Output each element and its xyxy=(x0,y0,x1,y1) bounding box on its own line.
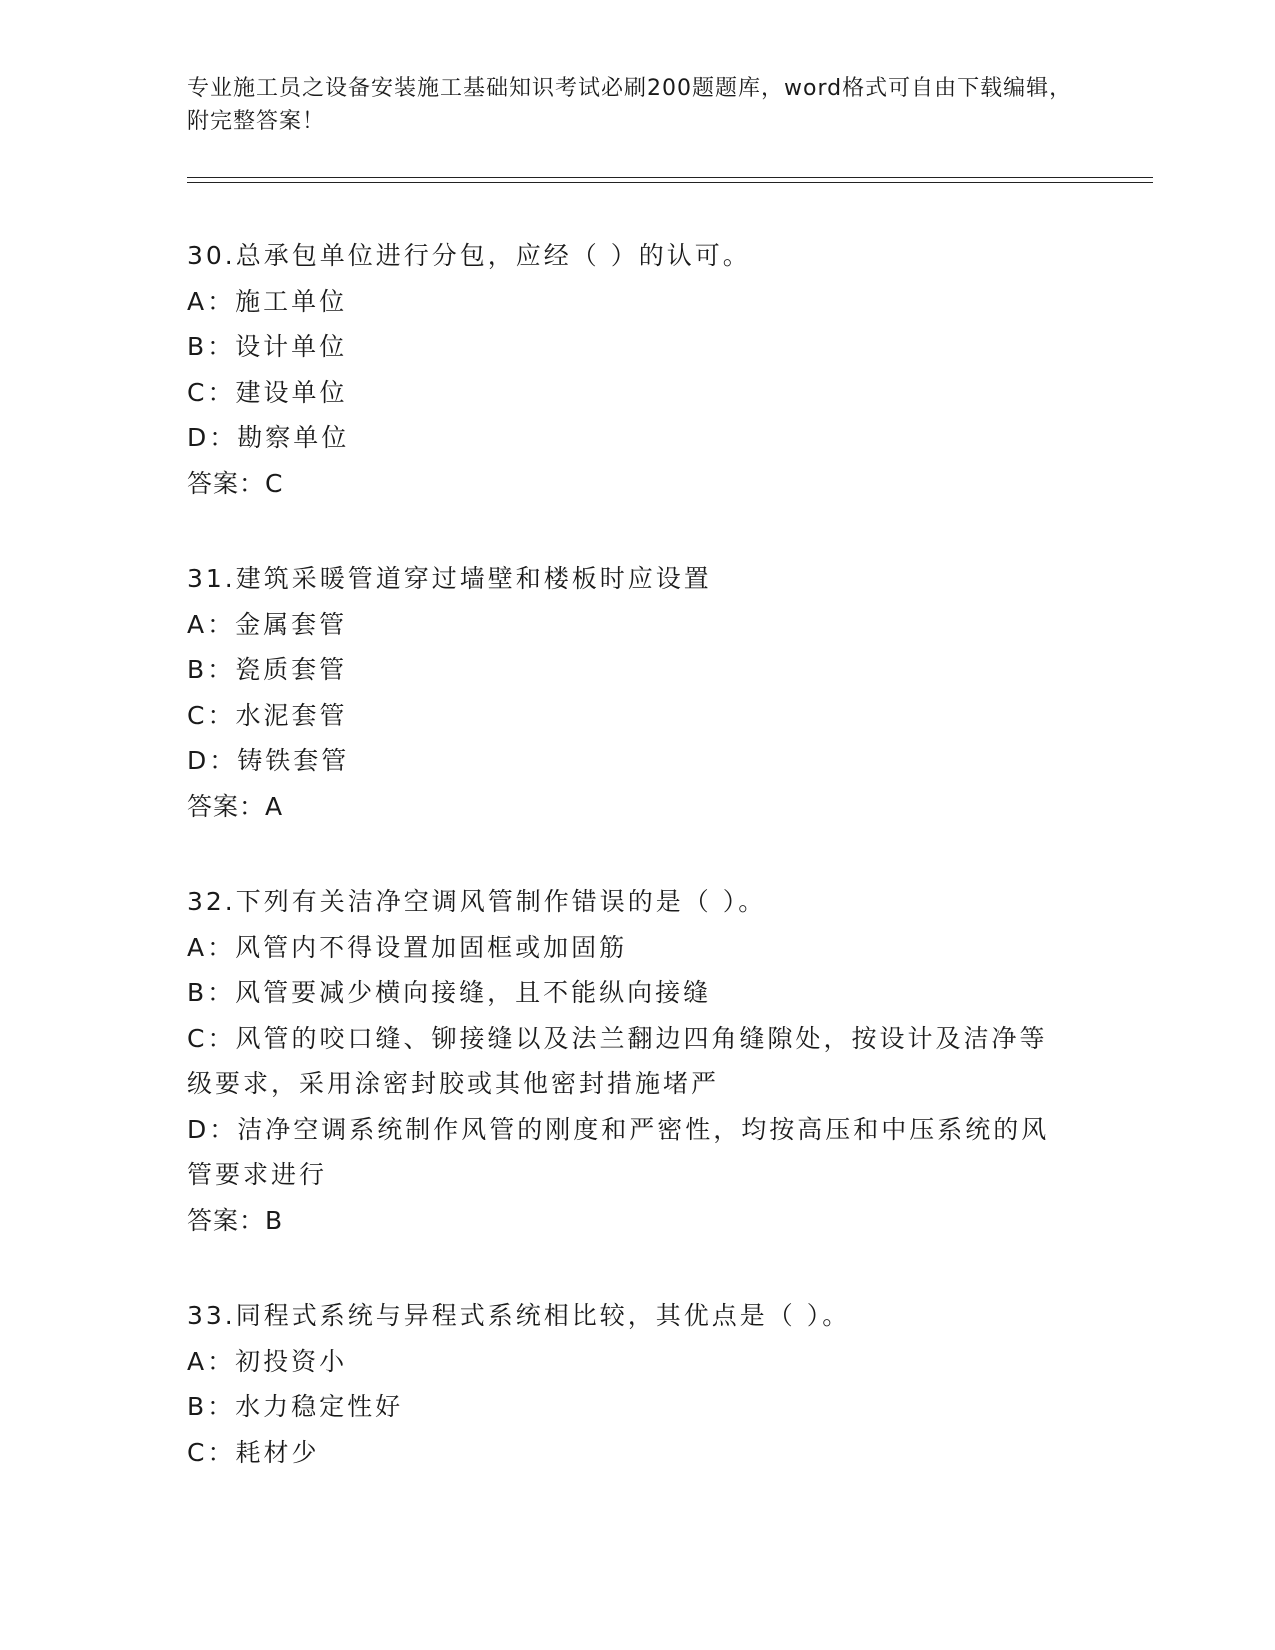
option-key: D： xyxy=(187,1114,238,1144)
option-text: 水泥套管 xyxy=(235,700,348,730)
question-list xyxy=(187,233,1087,1525)
option-text: 铸铁套管 xyxy=(237,746,350,775)
question-33 xyxy=(187,1293,1087,1475)
option-text: 风管的咬口缝、铆接缝以及法兰翻边四角缝隙处，按设计及洁净等级要求，采用涂密封胶或其他密封措施堵严 xyxy=(187,1023,1048,1098)
option-text: 初投资小 xyxy=(235,1346,348,1376)
option-text: 金属套管 xyxy=(235,609,348,639)
option-key: C： xyxy=(187,1023,236,1053)
option-a xyxy=(187,925,1087,971)
option-key: C： xyxy=(187,377,236,407)
option-text: 施工单位 xyxy=(235,286,348,316)
question-stem: 31.建筑采暖管道穿过墙壁和楼板时应设置 xyxy=(187,564,712,593)
option-b xyxy=(187,324,1087,370)
option-key: D： xyxy=(187,746,238,775)
document-header: 专业施工员之设备安装施工基础知识考试必刷200题题库，word格式可自由下载编辑，附完整答案！ xyxy=(187,76,1073,134)
option-text: 风管内不得设置加固框或加固筋 xyxy=(235,932,628,962)
option-key: A： xyxy=(187,286,236,316)
header-divider-bottom xyxy=(187,182,1153,183)
option-text: 瓷质套管 xyxy=(235,655,348,684)
option-key: C： xyxy=(187,1437,236,1467)
question-stem: 32.下列有关洁净空调风管制作错误的是（ ）。 xyxy=(187,887,767,916)
option-d xyxy=(187,1107,1072,1198)
answer-line: 答案：A xyxy=(187,791,284,821)
option-text: 勘察单位 xyxy=(237,423,350,452)
option-key: C： xyxy=(187,700,236,730)
header-divider-top xyxy=(187,177,1153,178)
question-stem: 33.同程式系统与异程式系统相比较，其优点是（ ）。 xyxy=(187,1301,851,1330)
option-text: 洁净空调系统制作风管的刚度和严密性，均按高压和中压系统的风管要求进行 xyxy=(187,1114,1050,1189)
answer-line: 答案：B xyxy=(187,1205,284,1235)
option-text: 风管要减少横向接缝，且不能纵向接缝 xyxy=(235,978,712,1007)
option-text: 建设单位 xyxy=(235,377,348,407)
option-key: D： xyxy=(187,423,238,452)
option-key: A： xyxy=(187,1346,236,1376)
option-c xyxy=(187,693,1087,739)
option-key: B： xyxy=(187,1392,236,1421)
option-key: B： xyxy=(187,978,236,1007)
option-b xyxy=(187,970,1087,1016)
option-c xyxy=(187,370,1087,416)
question-30 xyxy=(187,233,1087,506)
option-key: B： xyxy=(187,332,236,361)
option-key: A： xyxy=(187,609,236,639)
question-31 xyxy=(187,556,1087,829)
question-stem: 30.总承包单位进行分包，应经（ ）的认可。 xyxy=(187,241,751,270)
option-text: 设计单位 xyxy=(235,332,348,361)
option-d xyxy=(187,738,1087,784)
option-c xyxy=(187,1430,1087,1476)
option-a xyxy=(187,1339,1087,1385)
option-a xyxy=(187,279,1087,325)
option-d xyxy=(187,415,1087,461)
question-32 xyxy=(187,879,1087,1243)
option-c xyxy=(187,1016,1072,1107)
option-text: 耗材少 xyxy=(235,1437,320,1467)
option-a xyxy=(187,602,1087,648)
option-text: 水力稳定性好 xyxy=(235,1392,404,1421)
option-b xyxy=(187,647,1087,693)
option-key: B： xyxy=(187,655,236,684)
answer-line: 答案：C xyxy=(187,468,284,498)
option-b xyxy=(187,1384,1087,1430)
option-key: A： xyxy=(187,932,236,962)
